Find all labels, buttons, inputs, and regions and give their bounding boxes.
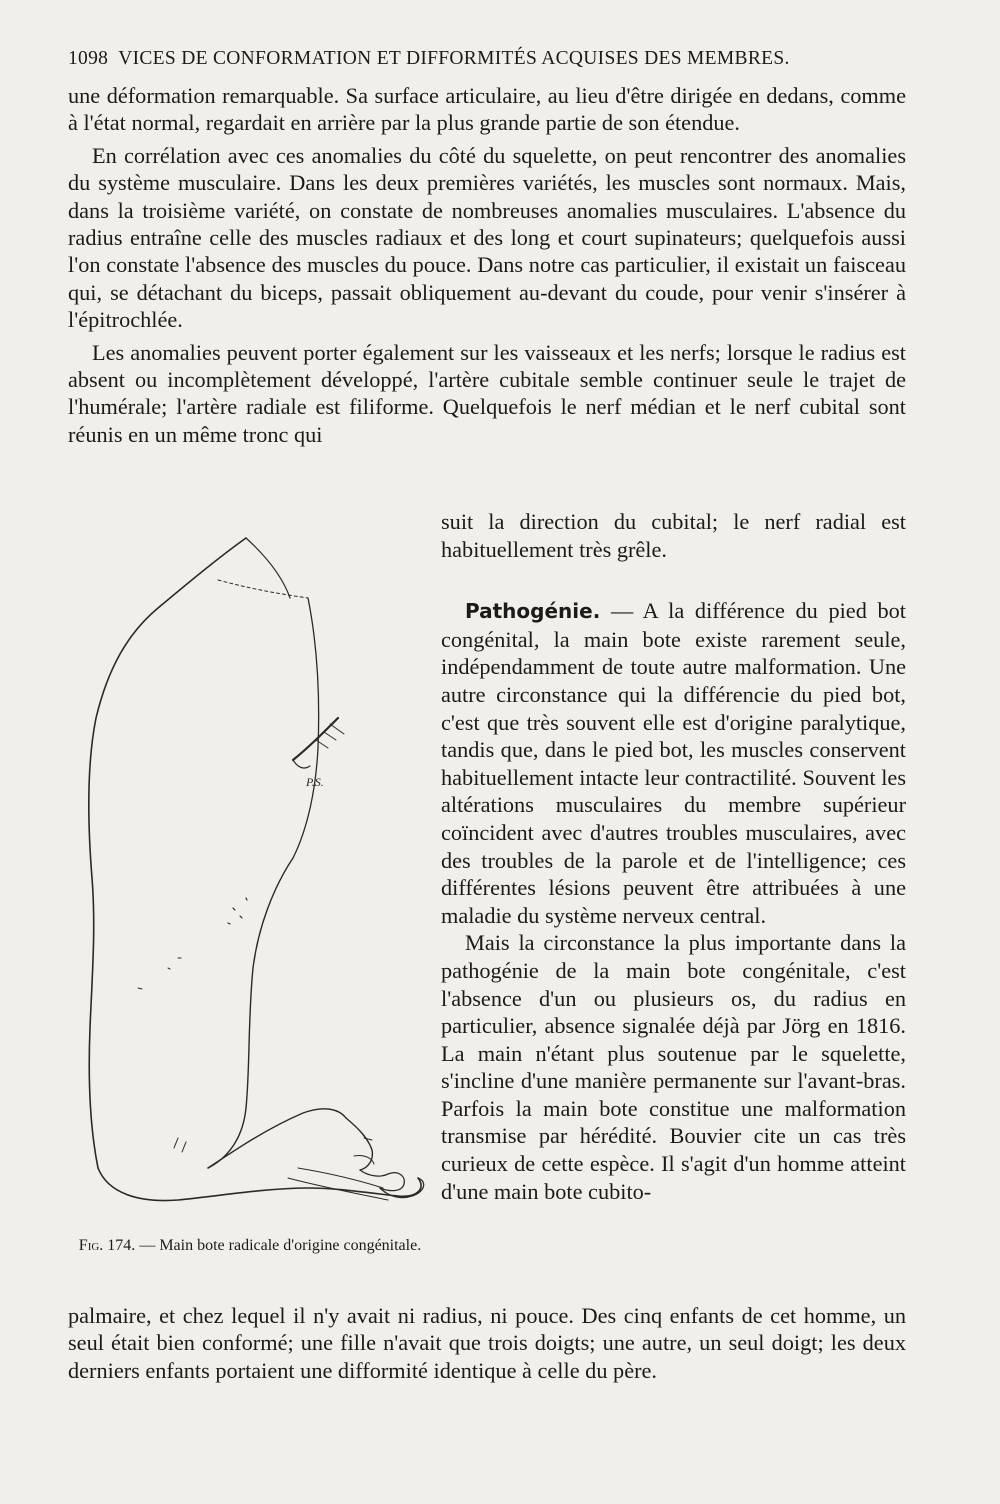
paragraph: suit la direction du cubital; le nerf radial est habituellement très grêle.: [441, 509, 906, 562]
paragraph: palmaire, et chez lequel il n'y avait ni radius, ni pouce. Des cinq enfants de cet homme, un seul était bien conformé; une fille n'avait que trois doigts; une autre, un seul doigt; les deux derniers enfants portaient une difformité identique à celle du père.: [68, 1303, 906, 1383]
paragraph: une déformation remarquable. Sa surface articulaire, au lieu d'être dirigée en dedans, comme à l'état normal, regardait en arrière par la plus grande partie de son étendue.: [68, 83, 906, 136]
body-text-column: [441, 508, 906, 1205]
section-title: Pathogénie.: [465, 599, 601, 624]
paragraph: Mais la circonstance la plus importante dans la pathogénie de la main bote congénitale, c'est l'absence d'un ou plusieurs os, du radius en particulier, absence signalée déjà par Jörg en 1816. La main n'étant plus soutenue par le squelette, s'incline d'une manière permanente sur l'avant-bras. Parfois la main bote constitue une malformation transmise par hérédité. Bouvier cite un cas très curieux de cette espèce. Il s'agit d'un homme atteint d'une main bote cubito-: [441, 930, 906, 1204]
running-header: [68, 48, 888, 70]
paragraph-text: — A la différence du pied bot congénital, la main bote existe rarement seule, indépendamment de toute autre malformation. Une autre circonstance qui la différencie du pied bot, c'est que très souvent elle est d'origine paralytique, tandis que, dans le pied bot, les muscles conservent habituellement intacte leur contractilité. Souvent les altérations musculaires du membre supérieur coïncident avec d'autres troubles musculaires, avec des troubles de la parole et de l'intelligence; ces différentes lésions peuvent être attribuées à une maladie du système nerveux central.: [441, 598, 906, 928]
body-text-bottom: [68, 1302, 906, 1384]
page-number: 1098: [68, 48, 109, 69]
paragraph: Les anomalies peuvent porter également sur les vaisseaux et les nerfs; lorsque le radius est absent ou incomplètement développé, l'artère cubitale semble continuer seule le trajet de l'humérale; l'artère radiale est filiforme. Quelquefois le nerf médian et le nerf cubital sont réunis en un même tronc qui: [68, 339, 906, 447]
figure-caption: [70, 1236, 430, 1255]
body-text-full-width: [68, 82, 906, 448]
running-title: VICES DE CONFORMATION ET DIFFORMITÉS ACQUISES DES MEMBRES.: [118, 48, 790, 69]
artist-initials: P.S.: [306, 775, 324, 789]
paragraph: En corrélation avec ces anomalies du côté du squelette, on peut rencontrer des anomalies du système musculaire. Dans les deux premières variétés, les muscles sont normaux. Mais, dans la troisième variété, on constate de nombreuses anomalies musculaires. L'absence du radius entraîne celle des muscles radiaux et des long et court supinateurs; quelquefois aussi l'on constate l'absence des muscles du pouce. Dans notre cas particulier, il existait un faisceau qui, se détachant du biceps, passait obliquement au-devant du coude, pour venir s'insérer à l'épitrochlée.: [68, 142, 906, 333]
figure-label: Fig. 174.: [78, 1237, 136, 1254]
figure-caption-text: — Main bote radicale d'origine congénitale.: [135, 1237, 422, 1254]
paragraph: [441, 597, 906, 929]
arm-with-club-hand-drawing-icon: [68, 528, 430, 1228]
figure-174: [68, 528, 430, 1248]
